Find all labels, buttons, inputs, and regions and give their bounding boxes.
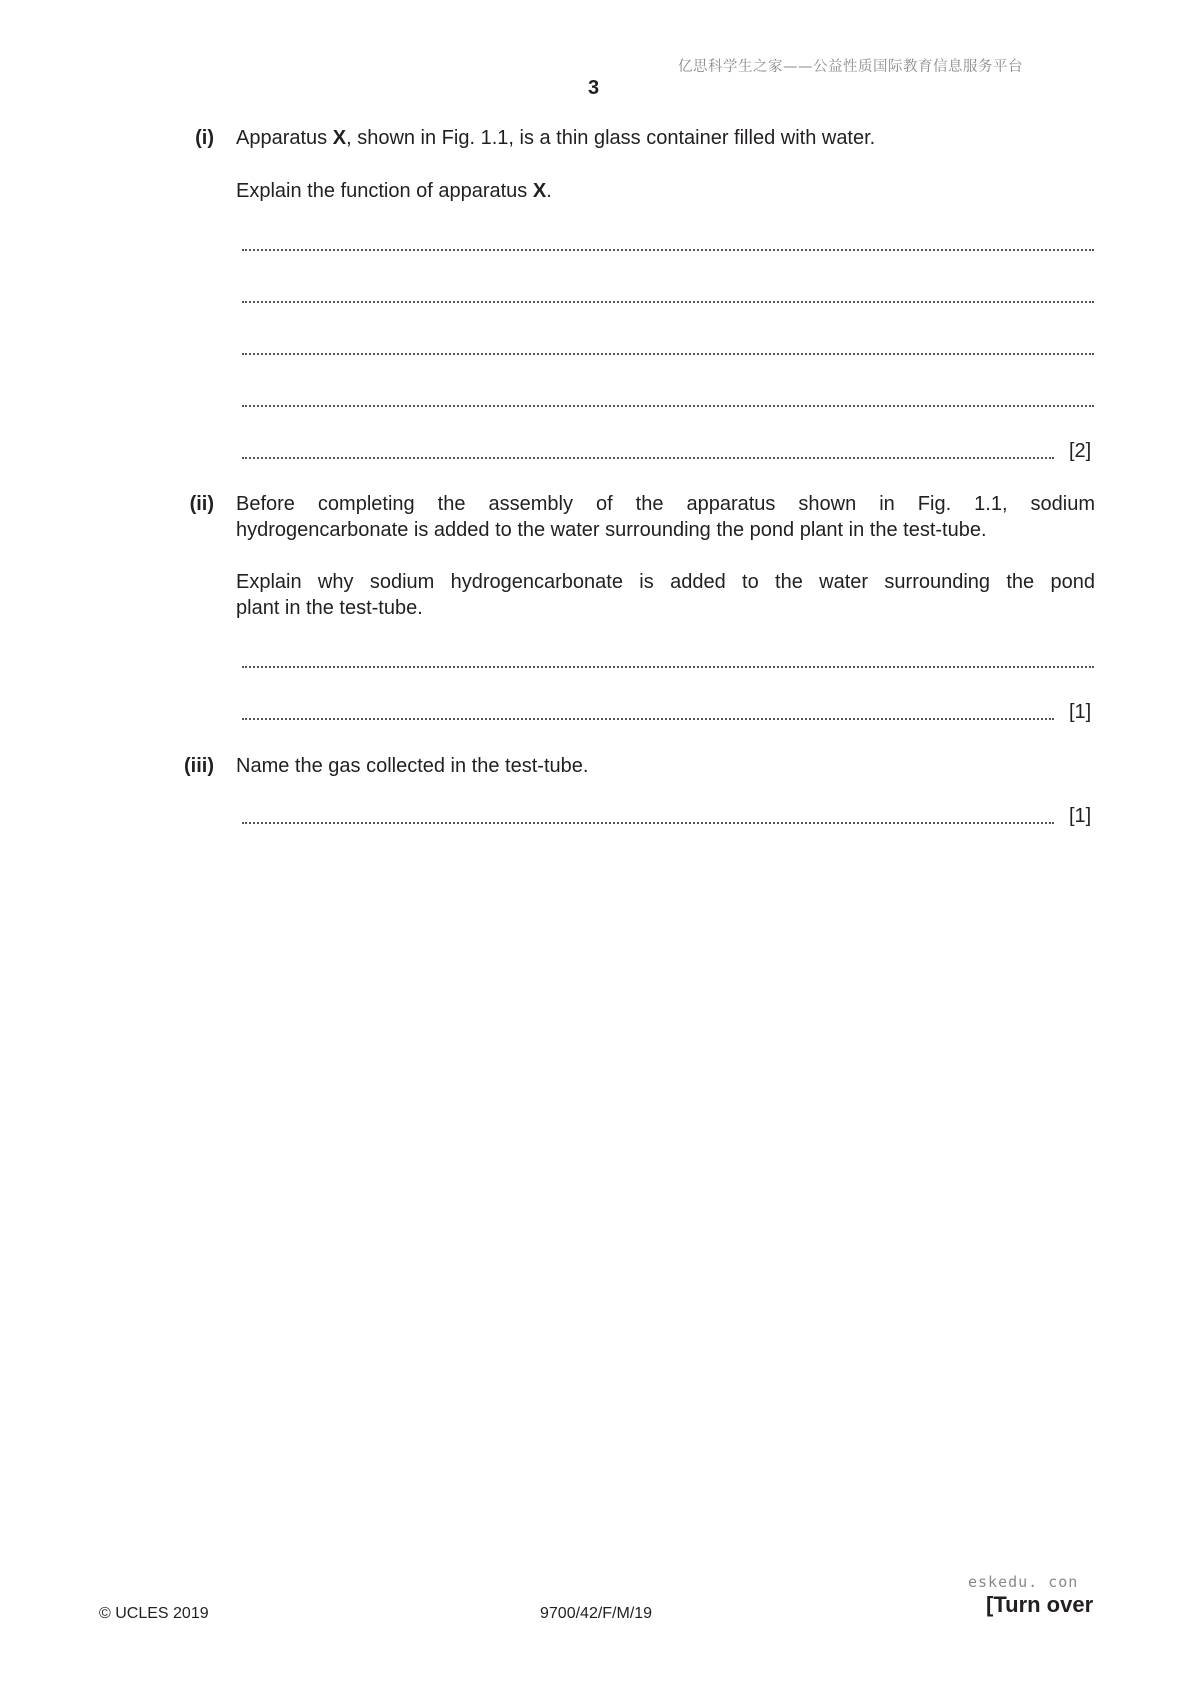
page-number: 3	[588, 77, 600, 99]
footer-site-watermark: eskedu. con	[968, 1573, 1079, 1591]
marks-i: [2]	[1069, 440, 1092, 462]
turn-over-label: [Turn over	[986, 1592, 1094, 1617]
question-i-text-a: Apparatus	[236, 127, 333, 149]
question-i-label: (i)	[195, 127, 214, 149]
question-ii-prompt1: Explain why sodium hydrogencarbonate is added to the water surrounding the pond	[236, 571, 1095, 593]
question-i-text	[236, 125, 1095, 151]
apparatus-x-bold-2: X	[532, 180, 547, 202]
apparatus-x-bold: X	[332, 127, 347, 149]
question-iii-label: (iii)	[184, 755, 214, 777]
answer-line-ii-1[interactable]	[242, 652, 1094, 668]
marks-ii: [1]	[1069, 701, 1092, 723]
footer-code: 9700/42/F/M/19	[540, 1605, 653, 1622]
answer-line-i-3[interactable]	[242, 339, 1094, 355]
answer-line-iii-1[interactable]	[242, 808, 1054, 824]
answer-line-ii-2[interactable]	[242, 704, 1054, 720]
answer-line-i-1[interactable]	[242, 235, 1094, 251]
header-watermark: 亿思科学生之家——公益性质国际教育信息服务平台	[678, 59, 1023, 75]
footer-copyright: © UCLES 2019	[99, 1605, 209, 1622]
question-i-prompt-a: Explain the function of apparatus	[236, 180, 533, 202]
question-iii-text: Name the gas collected in the test-tube.	[236, 755, 589, 777]
answer-line-i-4[interactable]	[242, 391, 1094, 407]
question-ii-line1: Before completing the assembly of the apparatus shown in Fig. 1.1, sodium	[236, 493, 1095, 515]
question-ii-line2: hydrogencarbonate is added to the water surrounding the pond plant in the test-tube.	[236, 519, 987, 541]
question-ii-prompt2: plant in the test-tube.	[236, 597, 423, 619]
answer-line-i-5[interactable]	[242, 443, 1054, 459]
question-i-prompt-c: .	[546, 180, 552, 202]
answer-line-i-2[interactable]	[242, 287, 1094, 303]
question-i-text-c: , shown in Fig. 1.1, is a thin glass container filled with water.	[346, 127, 876, 149]
question-ii-label: (ii)	[189, 493, 214, 515]
marks-iii: [1]	[1069, 805, 1092, 827]
question-i-prompt	[236, 178, 1095, 204]
